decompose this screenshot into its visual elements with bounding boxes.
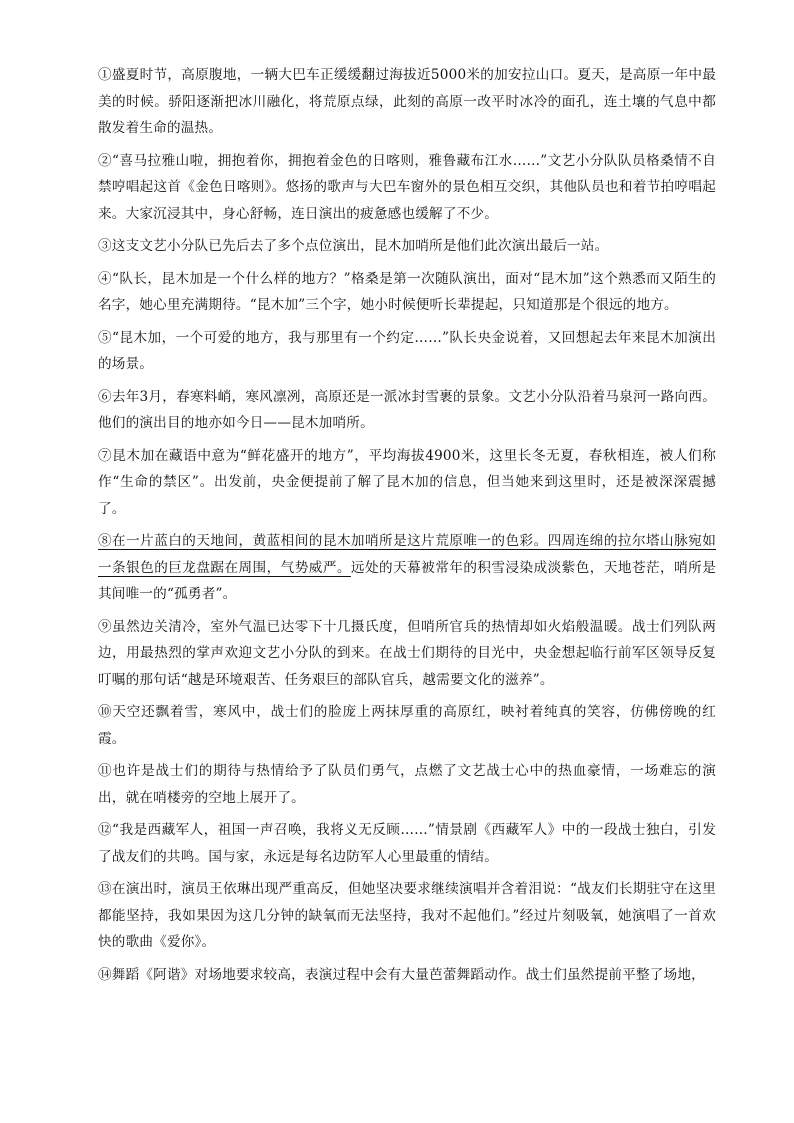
paragraph-5 <box>98 325 716 378</box>
paragraph-11 <box>98 758 716 811</box>
paragraph-12-text: ⑫“我是西藏军人，祖国一声召唤，我将义无反顾……”情景剧《西藏军人》中的一段战士独白，引发了战友们的共鸣。国与家，永远是每名边防军人心里最重的情结。 <box>98 822 716 865</box>
paragraph-10-text: ⑩天空还飘着雪，寒风中，战士们的脸庞上两抹厚重的高原红，映衬着纯真的笑容，仿佛傍晚的红霞。 <box>98 704 716 747</box>
paragraph-13 <box>98 876 716 956</box>
paragraph-1-text: ①盛夏时节，高原腹地，一辆大巴车正缓缓翻过海拔近5000米的加安拉山口。夏天，是高原一年中最美的时候。骄阳逐渐把冰川融化，将荒原点绿，此刻的高原一改平时冰冷的面孔，连土壤的气息中都散发着生命的温热。 <box>98 67 716 136</box>
paragraph-10 <box>98 699 716 752</box>
paragraph-8-underlined-text: ⑧在一片蓝白的天地间，黄蓝相间的昆木加哨所是这片荒原唯一的色彩。四周连绵的拉尔塔山脉宛如一条银色的巨龙盘踞在周围，气势威严。 <box>98 533 716 576</box>
paragraph-11-text: ⑪也许是战士们的期待与热情给予了队员们勇气，点燃了文艺战士心中的热血豪情，一场难忘的演出，就在哨楼旁的空地上展开了。 <box>98 763 716 806</box>
paragraph-4 <box>98 266 716 319</box>
paragraph-7-text: ⑦昆木加在藏语中意为“鲜花盛开的地方”，平均海拔4900米，这里长冬无夏，春秋相连，被人们称作“生命的禁区”。出发前，央金便提前了解了昆木加的信息，但当她来到这里时，还是被深深震撼了。 <box>98 447 716 517</box>
paragraph-6-text: ⑥去年3月，春寒料峭，寒风凛冽，高原还是一派冰封雪裹的景象。文艺小分队沿着马泉河一路向西。他们的演出目的地亦如今日——昆木加哨所。 <box>98 388 716 431</box>
paragraph-12 <box>98 817 716 870</box>
paragraph-13-text: ⑬在演出时，演员王依琳出现严重高反，但她坚决要求继续演唱并含着泪说：“战友们长期驻守在这里都能坚持，我如果因为这几分钟的缺氧而无法坚持，我对不起他们。”经过片刻吸氧，她演唱了一首欢快的歌曲《爱你》。 <box>98 881 716 950</box>
paragraph-9 <box>98 614 716 694</box>
paragraph-1 <box>98 62 716 142</box>
paragraph-6 <box>98 384 716 437</box>
paragraph-9-text: ⑨虽然边关清冷，室外气温已达零下十几摄氏度，但哨所官兵的热情却如火焰般温暖。战士们列队两边，用最热烈的掌声欢迎文艺小分队的到来。在战士们期待的目光中，央金想起临行前军区领导反复叮嘱的那句话“越是环境艰苦、任务艰巨的部队官兵，越需要文化的滋养”。 <box>98 618 716 688</box>
paragraph-3-text: ③这支文艺小分队已先后去了多个点位演出，昆木加哨所是他们此次演出最后一站。 <box>98 238 609 254</box>
paragraph-14 <box>98 962 716 989</box>
paragraph-8-rest-text: 远处的天幕被常年的积雪浸染成淡紫色，天地苍茫，哨所是其间唯一的“孤勇者”。 <box>98 559 716 602</box>
paragraph-2-text: ②“喜马拉雅山啦，拥抱着你，拥抱着金色的日喀则，雅鲁藏布江水……”文艺小分队队员格桑情不自禁哼唱起这首《金色日喀则》。悠扬的歌声与大巴车窗外的景色相互交织，其他队员也和着节拍哼唱起来。大家沉浸其中，身心舒畅，连日演出的疲惫感也缓解了不少。 <box>98 152 716 222</box>
paragraph-14-text: ⑭舞蹈《阿谐》对场地要求较高，表演过程中会有大量芭蕾舞蹈动作。战士们虽然提前平整了场地， <box>98 966 705 983</box>
paragraph-8 <box>98 528 716 608</box>
paragraph-2 <box>98 148 716 228</box>
paragraph-3 <box>98 233 716 260</box>
document-page <box>98 62 716 994</box>
paragraph-7 <box>98 443 716 523</box>
paragraph-5-text: ⑤“昆木加，一个可爱的地方，我与那里有一个约定……”队长央金说着，又回想起去年来昆木加演出的场景。 <box>98 329 716 372</box>
paragraph-4-text: ④“队长，昆木加是一个什么样的地方？”格桑是第一次随队演出，面对“昆木加”这个熟悉而又陌生的名字，她心里充满期待。“昆木加”三个字，她小时候便听长辈提起，只知道那是个很远的地方。 <box>98 270 716 313</box>
